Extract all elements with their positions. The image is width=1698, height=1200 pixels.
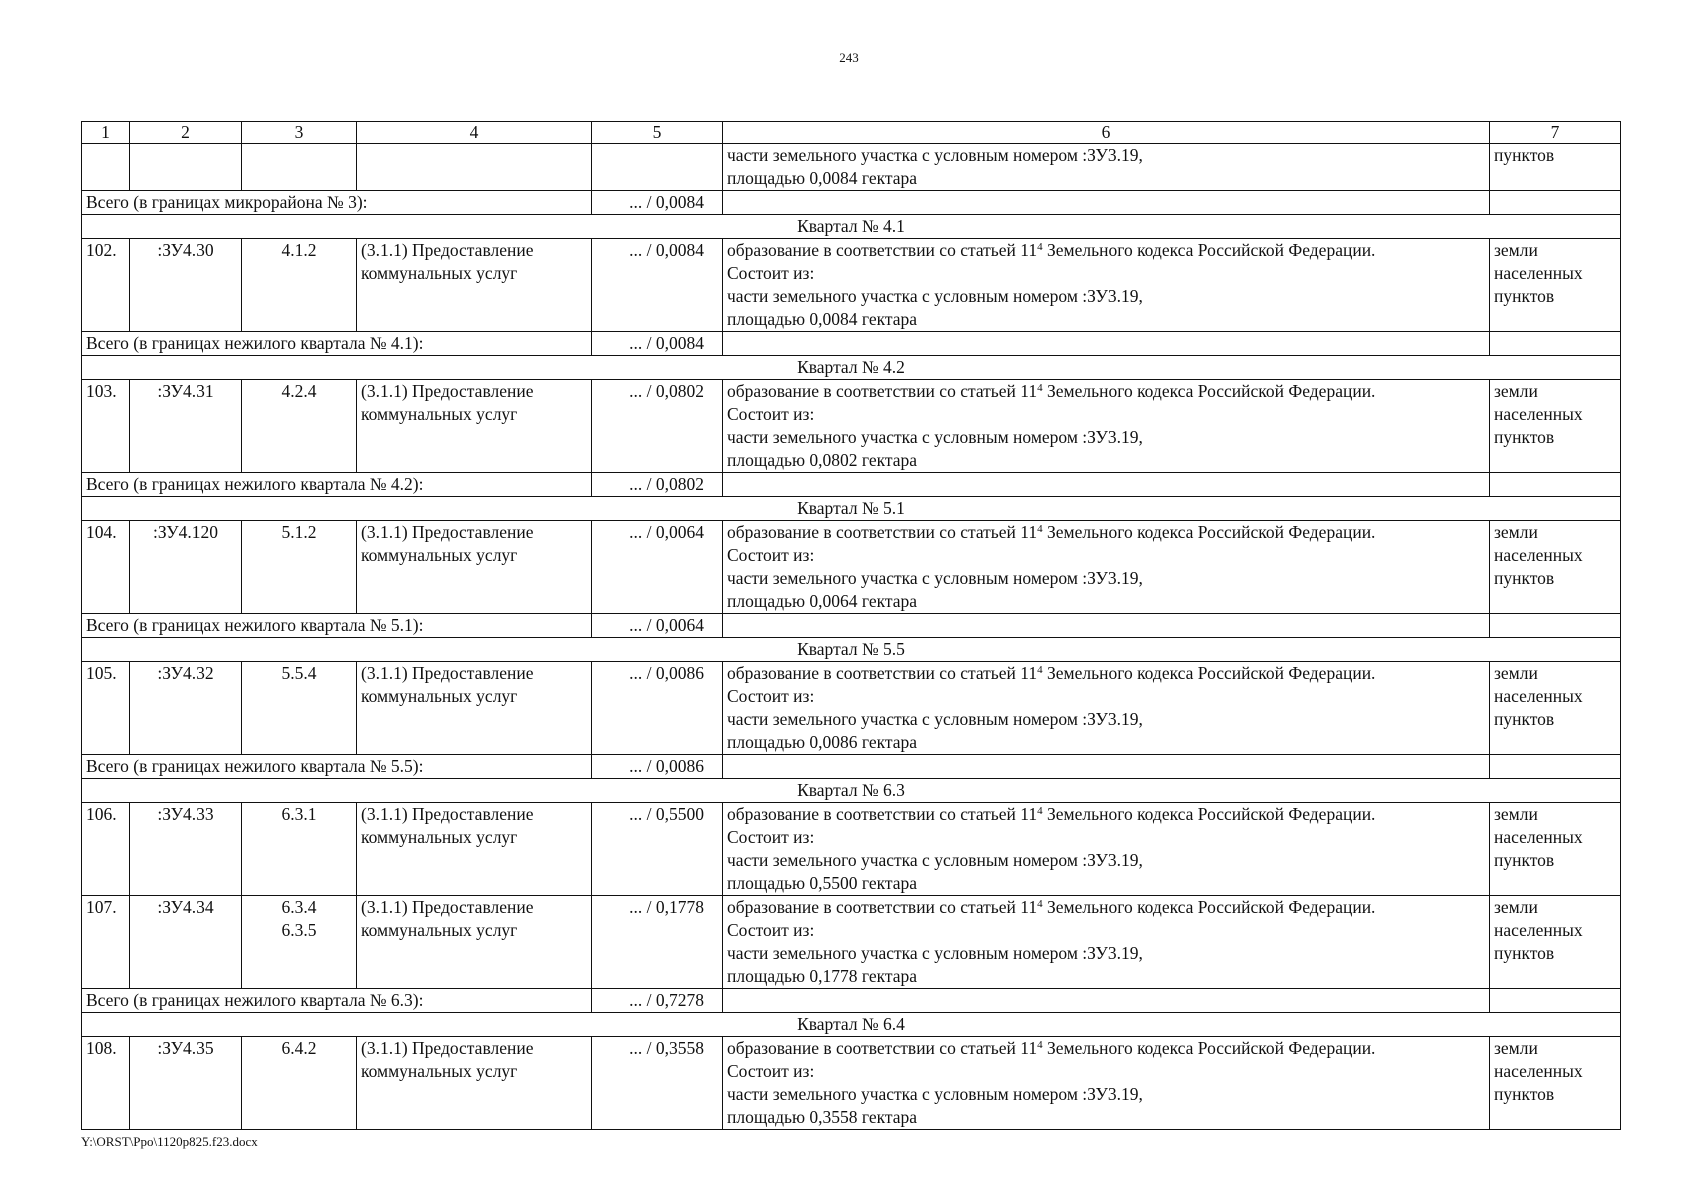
table-row — [82, 521, 1621, 614]
plot-reference: 6.3.1 — [242, 803, 357, 896]
permitted-use: (3.1.1) Предоставление коммунальных услуг — [357, 521, 592, 614]
empty-cell — [1490, 332, 1621, 356]
description-text: Земельного кодекса Российской Федерации. Состоит из: части земельного участка с условным номером :ЗУ3.19, площадью 0,0084 гектара — [727, 240, 1376, 329]
permitted-use: (3.1.1) Предоставление коммунальных услуг — [357, 239, 592, 332]
continuation-category: пунктов — [1490, 144, 1621, 191]
total-label: Всего (в границах микрорайона № 3): — [82, 191, 592, 215]
total-area: ... / 0,0064 — [592, 614, 723, 638]
quarter-title: Квартал № 4.1 — [82, 215, 1621, 239]
quarter-header-row — [82, 779, 1621, 803]
land-category: земли населенных пунктов — [1490, 239, 1621, 332]
empty-cell — [723, 614, 1490, 638]
quarter-total-row — [82, 332, 1621, 356]
quarter-total-row — [82, 755, 1621, 779]
row-number: 108. — [82, 1037, 130, 1130]
plot-area: ... / 0,5500 — [592, 803, 723, 896]
column-header: 6 — [723, 122, 1490, 144]
plot-code: :ЗУ4.120 — [130, 521, 242, 614]
total-label: Всего (в границах нежилого квартала № 4.2): — [82, 473, 592, 497]
row-number: 106. — [82, 803, 130, 896]
plot-code: :ЗУ4.34 — [130, 896, 242, 989]
quarter-total-row — [82, 614, 1621, 638]
description-text: образование в соответствии со статьей 11 — [727, 381, 1038, 401]
quarter-title: Квартал № 6.4 — [82, 1013, 1621, 1037]
total-area: ... / 0,0084 — [592, 332, 723, 356]
description-text: Земельного кодекса Российской Федерации. Состоит из: части земельного участка с условным номером :ЗУ3.19, площадью 0,0086 гектара — [727, 663, 1376, 752]
description-text: образование в соответствии со статьей 11 — [727, 897, 1038, 917]
row-number: 102. — [82, 239, 130, 332]
table-header-row — [82, 122, 1621, 144]
quarter-total-row — [82, 989, 1621, 1013]
quarter-header-row — [82, 638, 1621, 662]
total-area: ... / 0,0802 — [592, 473, 723, 497]
plot-area: ... / 0,0084 — [592, 239, 723, 332]
quarter-title: Квартал № 6.3 — [82, 779, 1621, 803]
column-header: 4 — [357, 122, 592, 144]
permitted-use: (3.1.1) Предоставление коммунальных услуг — [357, 1037, 592, 1130]
page-number: 243 — [839, 50, 859, 65]
plot-code: :ЗУ4.31 — [130, 380, 242, 473]
quarter-header-row — [82, 215, 1621, 239]
description-text: Земельного кодекса Российской Федерации. Состоит из: части земельного участка с условным номером :ЗУ3.19, площадью 0,5500 гектара — [727, 804, 1376, 893]
row-number: 107. — [82, 896, 130, 989]
row-number: 103. — [82, 380, 130, 473]
quarter-title: Квартал № 4.2 — [82, 356, 1621, 380]
column-header: 1 — [82, 122, 130, 144]
plot-reference: 4.1.2 — [242, 239, 357, 332]
plot-code: :ЗУ4.30 — [130, 239, 242, 332]
plot-reference: 6.3.4 6.3.5 — [242, 896, 357, 989]
plot-reference: 5.5.4 — [242, 662, 357, 755]
table-row — [82, 896, 1621, 989]
empty-cell — [723, 332, 1490, 356]
empty-cell — [1490, 614, 1621, 638]
plot-description — [723, 380, 1490, 473]
permitted-use: (3.1.1) Предоставление коммунальных услуг — [357, 803, 592, 896]
plot-area: ... / 0,0086 — [592, 662, 723, 755]
row-number: 105. — [82, 662, 130, 755]
quarter-header-row — [82, 497, 1621, 521]
total-label: Всего (в границах нежилого квартала № 6.3): — [82, 989, 592, 1013]
plot-description — [723, 803, 1490, 896]
land-category: земли населенных пунктов — [1490, 380, 1621, 473]
plot-reference: 6.4.2 — [242, 1037, 357, 1130]
quarter-header-row — [82, 356, 1621, 380]
article-superscript: 4 — [1037, 1039, 1043, 1051]
column-header: 2 — [130, 122, 242, 144]
plot-reference: 5.1.2 — [242, 521, 357, 614]
article-superscript: 4 — [1037, 898, 1043, 910]
total-area: ... / 0,0084 — [592, 191, 723, 215]
article-superscript: 4 — [1037, 805, 1043, 817]
column-header: 3 — [242, 122, 357, 144]
continuation-description: части земельного участка с условным номером :ЗУ3.19, площадью 0,0084 гектара — [723, 144, 1490, 191]
article-superscript: 4 — [1037, 241, 1043, 253]
article-superscript: 4 — [1037, 523, 1043, 535]
plot-area: ... / 0,0064 — [592, 521, 723, 614]
table-row — [82, 803, 1621, 896]
quarter-total-row — [82, 473, 1621, 497]
land-category: земли населенных пунктов — [1490, 896, 1621, 989]
description-text: Земельного кодекса Российской Федерации. Состоит из: части земельного участка с условным номером :ЗУ3.19, площадью 0,0802 гектара — [727, 381, 1376, 470]
empty-cell — [723, 755, 1490, 779]
plot-area: ... / 0,0802 — [592, 380, 723, 473]
land-plot-table — [81, 121, 1621, 1130]
empty-cell — [723, 473, 1490, 497]
plot-area: ... / 0,3558 — [592, 1037, 723, 1130]
plot-description — [723, 662, 1490, 755]
footer-file-path: Y:\ORST\Ppo\1120p825.f23.docx — [81, 1134, 258, 1149]
plot-code: :ЗУ4.32 — [130, 662, 242, 755]
microdistrict-total-row — [82, 191, 1621, 215]
plot-description — [723, 896, 1490, 989]
plot-description — [723, 1037, 1490, 1130]
description-text: образование в соответствии со статьей 11 — [727, 663, 1038, 683]
description-text: Земельного кодекса Российской Федерации. Состоит из: части земельного участка с условным номером :ЗУ3.19, площадью 0,0064 гектара — [727, 522, 1376, 611]
quarter-header-row — [82, 1013, 1621, 1037]
plot-description — [723, 521, 1490, 614]
continuation-row — [82, 144, 1621, 191]
empty-cell — [723, 989, 1490, 1013]
empty-cell — [1490, 989, 1621, 1013]
permitted-use: (3.1.1) Предоставление коммунальных услуг — [357, 662, 592, 755]
land-category: земли населенных пунктов — [1490, 1037, 1621, 1130]
article-superscript: 4 — [1037, 664, 1043, 676]
empty-cell — [1490, 473, 1621, 497]
total-area: ... / 0,0086 — [592, 755, 723, 779]
table-row — [82, 1037, 1621, 1130]
article-superscript: 4 — [1037, 382, 1043, 394]
description-text: образование в соответствии со статьей 11 — [727, 522, 1038, 542]
description-text: образование в соответствии со статьей 11 — [727, 240, 1038, 260]
land-category: земли населенных пунктов — [1490, 662, 1621, 755]
quarter-title: Квартал № 5.5 — [82, 638, 1621, 662]
table-row — [82, 380, 1621, 473]
plot-code: :ЗУ4.35 — [130, 1037, 242, 1130]
empty-cell — [1490, 755, 1621, 779]
description-text: Земельного кодекса Российской Федерации. Состоит из: части земельного участка с условным номером :ЗУ3.19, площадью 0,1778 гектара — [727, 897, 1376, 986]
description-text: образование в соответствии со статьей 11 — [727, 1038, 1038, 1058]
permitted-use: (3.1.1) Предоставление коммунальных услуг — [357, 896, 592, 989]
total-label: Всего (в границах нежилого квартала № 4.1): — [82, 332, 592, 356]
total-label: Всего (в границах нежилого квартала № 5.5): — [82, 755, 592, 779]
plot-area: ... / 0,1778 — [592, 896, 723, 989]
table-row — [82, 239, 1621, 332]
plot-description — [723, 239, 1490, 332]
total-label: Всего (в границах нежилого квартала № 5.1): — [82, 614, 592, 638]
quarter-title: Квартал № 5.1 — [82, 497, 1621, 521]
permitted-use: (3.1.1) Предоставление коммунальных услуг — [357, 380, 592, 473]
total-area: ... / 0,7278 — [592, 989, 723, 1013]
land-category: земли населенных пунктов — [1490, 521, 1621, 614]
description-text: образование в соответствии со статьей 11 — [727, 804, 1038, 824]
column-header: 5 — [592, 122, 723, 144]
table-row — [82, 662, 1621, 755]
description-text: Земельного кодекса Российской Федерации. Состоит из: части земельного участка с условным номером :ЗУ3.19, площадью 0,3558 гектара — [727, 1038, 1376, 1127]
land-category: земли населенных пунктов — [1490, 803, 1621, 896]
row-number: 104. — [82, 521, 130, 614]
column-header: 7 — [1490, 122, 1621, 144]
plot-reference: 4.2.4 — [242, 380, 357, 473]
plot-code: :ЗУ4.33 — [130, 803, 242, 896]
